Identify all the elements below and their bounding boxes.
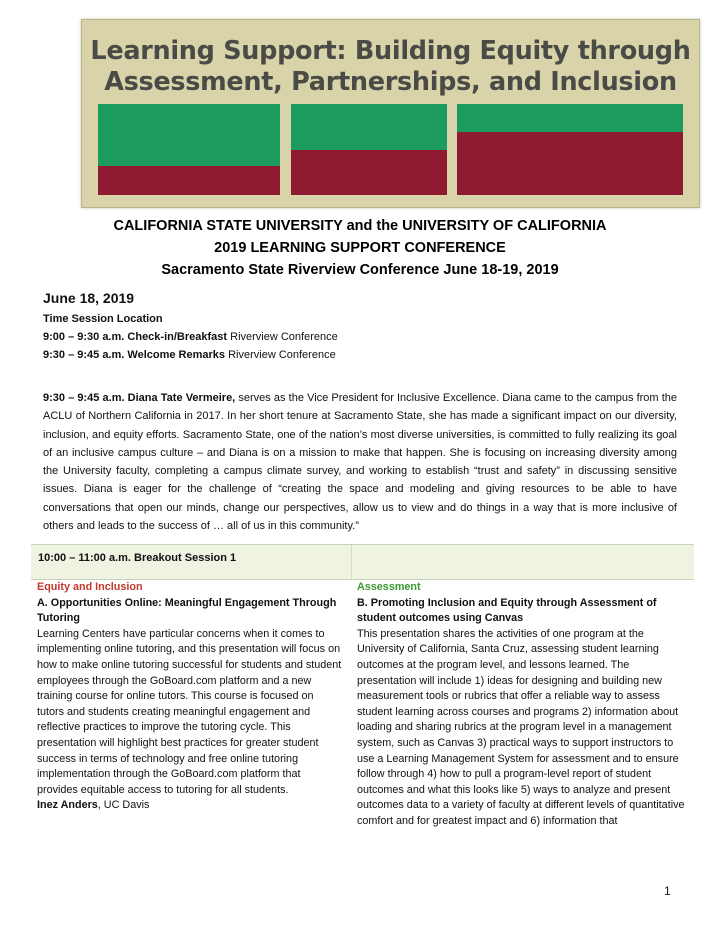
breakout-session-title: 10:00 – 11:00 a.m. Breakout Session 1 — [38, 552, 237, 564]
presenter-name: Inez Anders — [37, 799, 98, 812]
conference-heading-line2: 2019 LEARNING SUPPORT CONFERENCE — [214, 240, 506, 256]
schedule-header: Time Session Location — [43, 313, 163, 325]
banner-green-block-middle — [291, 104, 447, 150]
track-label-equity: Equity and Inclusion — [37, 581, 143, 593]
conference-heading-line1: CALIFORNIA STATE UNIVERSITY and the UNIVERSITY OF CALIFORNIA — [113, 218, 607, 234]
presenter-org: , UC Davis — [97, 799, 150, 812]
column-divider — [351, 545, 352, 579]
banner-maroon-block-right — [457, 132, 683, 195]
track-label-assessment: Assessment — [357, 581, 421, 593]
conference-heading-line3: Sacramento State Riverview Conference June 18-19, 2019 — [161, 262, 559, 278]
breakout-session-header — [31, 544, 694, 580]
page-number: 1 — [664, 884, 671, 898]
day-heading: June 18, 2019 — [43, 290, 135, 306]
schedule-item — [43, 347, 336, 364]
session-b-title: B. Promoting Inclusion and Equity through Assessment of student outcomes using Canvas — [357, 596, 657, 625]
speaker-bio-lead: 9:30 – 9:45 a.m. Diana Tate Vermeire, — [43, 392, 236, 404]
speaker-bio — [43, 389, 677, 535]
session-a-description: Learning Centers have particular concerns when it comes to implementing online tutoring, and this presentation will focus on how to make online tutoring successful for students and student employees through the GoBoard.com platform and a new training course for online tutors. This course is focused on tutors and students creating meaningful engagement and reflective practices to improve the tutoring cycle. This presentation will highlight best practices for greater student success in terms of technology and free online tutoring implementation through the GoBoard.com platform that provides equitable access to tutoring for all students. — [37, 627, 342, 796]
banner-title-line2: Assessment, Partnerships, and Inclusion — [104, 67, 677, 97]
session-b — [357, 580, 689, 830]
schedule-item — [43, 329, 338, 346]
schedule-session: Check-in/Breakfast — [127, 331, 228, 343]
schedule-time: 9:30 – 9:45 a.m. — [43, 349, 125, 361]
schedule-location: Riverview Conference — [230, 331, 338, 343]
schedule-location: Riverview Conference — [228, 349, 336, 361]
session-a-title: A. Opportunities Online: Meaningful Engagement Through Tutoring — [37, 596, 337, 625]
banner-green-block-right — [457, 104, 683, 132]
conference-banner — [81, 19, 700, 208]
banner-green-block-left — [98, 104, 280, 166]
schedule-session: Welcome Remarks — [127, 349, 226, 361]
banner-title — [82, 36, 699, 98]
banner-maroon-block-middle — [291, 150, 447, 195]
session-a-presenter — [37, 798, 342, 814]
speaker-bio-text: serves as the Vice President for Inclusive Excellence. Diana came to the campus from the ACLU of Northern California in 2017. In her short tenure at Sacramento State, she has made a significant impact on our diversity, inclusion, and equity efforts. Sacramento State, one of the nation’s most diverse universities, is committed to fully realizing its goal of an inclusive campus culture – and Diana is on a mission to make that happen. She is focusing on increasing diversity among the University faculty, completing a campus climate survey, and working to establish “trust and safety” in discussing sensitive issues. Diana is eager for the challenge of “creating the space and modeling and giving resources to be able to have conversations that open our minds, change our perspectives, allow us to view and do things in a way that is more inclusive of others and leads to the success of … all of us in this community.” — [43, 392, 677, 533]
schedule-time: 9:00 – 9:30 a.m. — [43, 331, 125, 343]
banner-title-line1: Learning Support: Building Equity through — [90, 36, 691, 66]
session-a — [37, 580, 342, 814]
session-b-description: This presentation shares the activities of one program at the University of California, Santa Cruz, assessing student learning outcomes at the program level, and lessons learned. The presentation will include 1) ideas for designing and building new measurement tools or rubrics that offer a reliable way to assess student learning across courses and programs 2) information about loading and sharing rubrics at the program level in a management system, such as Canvas 3) practical ways to support instructors to use a Learning Management System for assessment and to ensure follow through 4) how to pull a program-level report of student outcomes and what this looks like 5) ways to analyze and present outcomes data to a variety of faculty at different levels of quantitative comfort and for greatest impact and 6) information that — [357, 627, 685, 827]
banner-maroon-block-left — [98, 166, 280, 195]
